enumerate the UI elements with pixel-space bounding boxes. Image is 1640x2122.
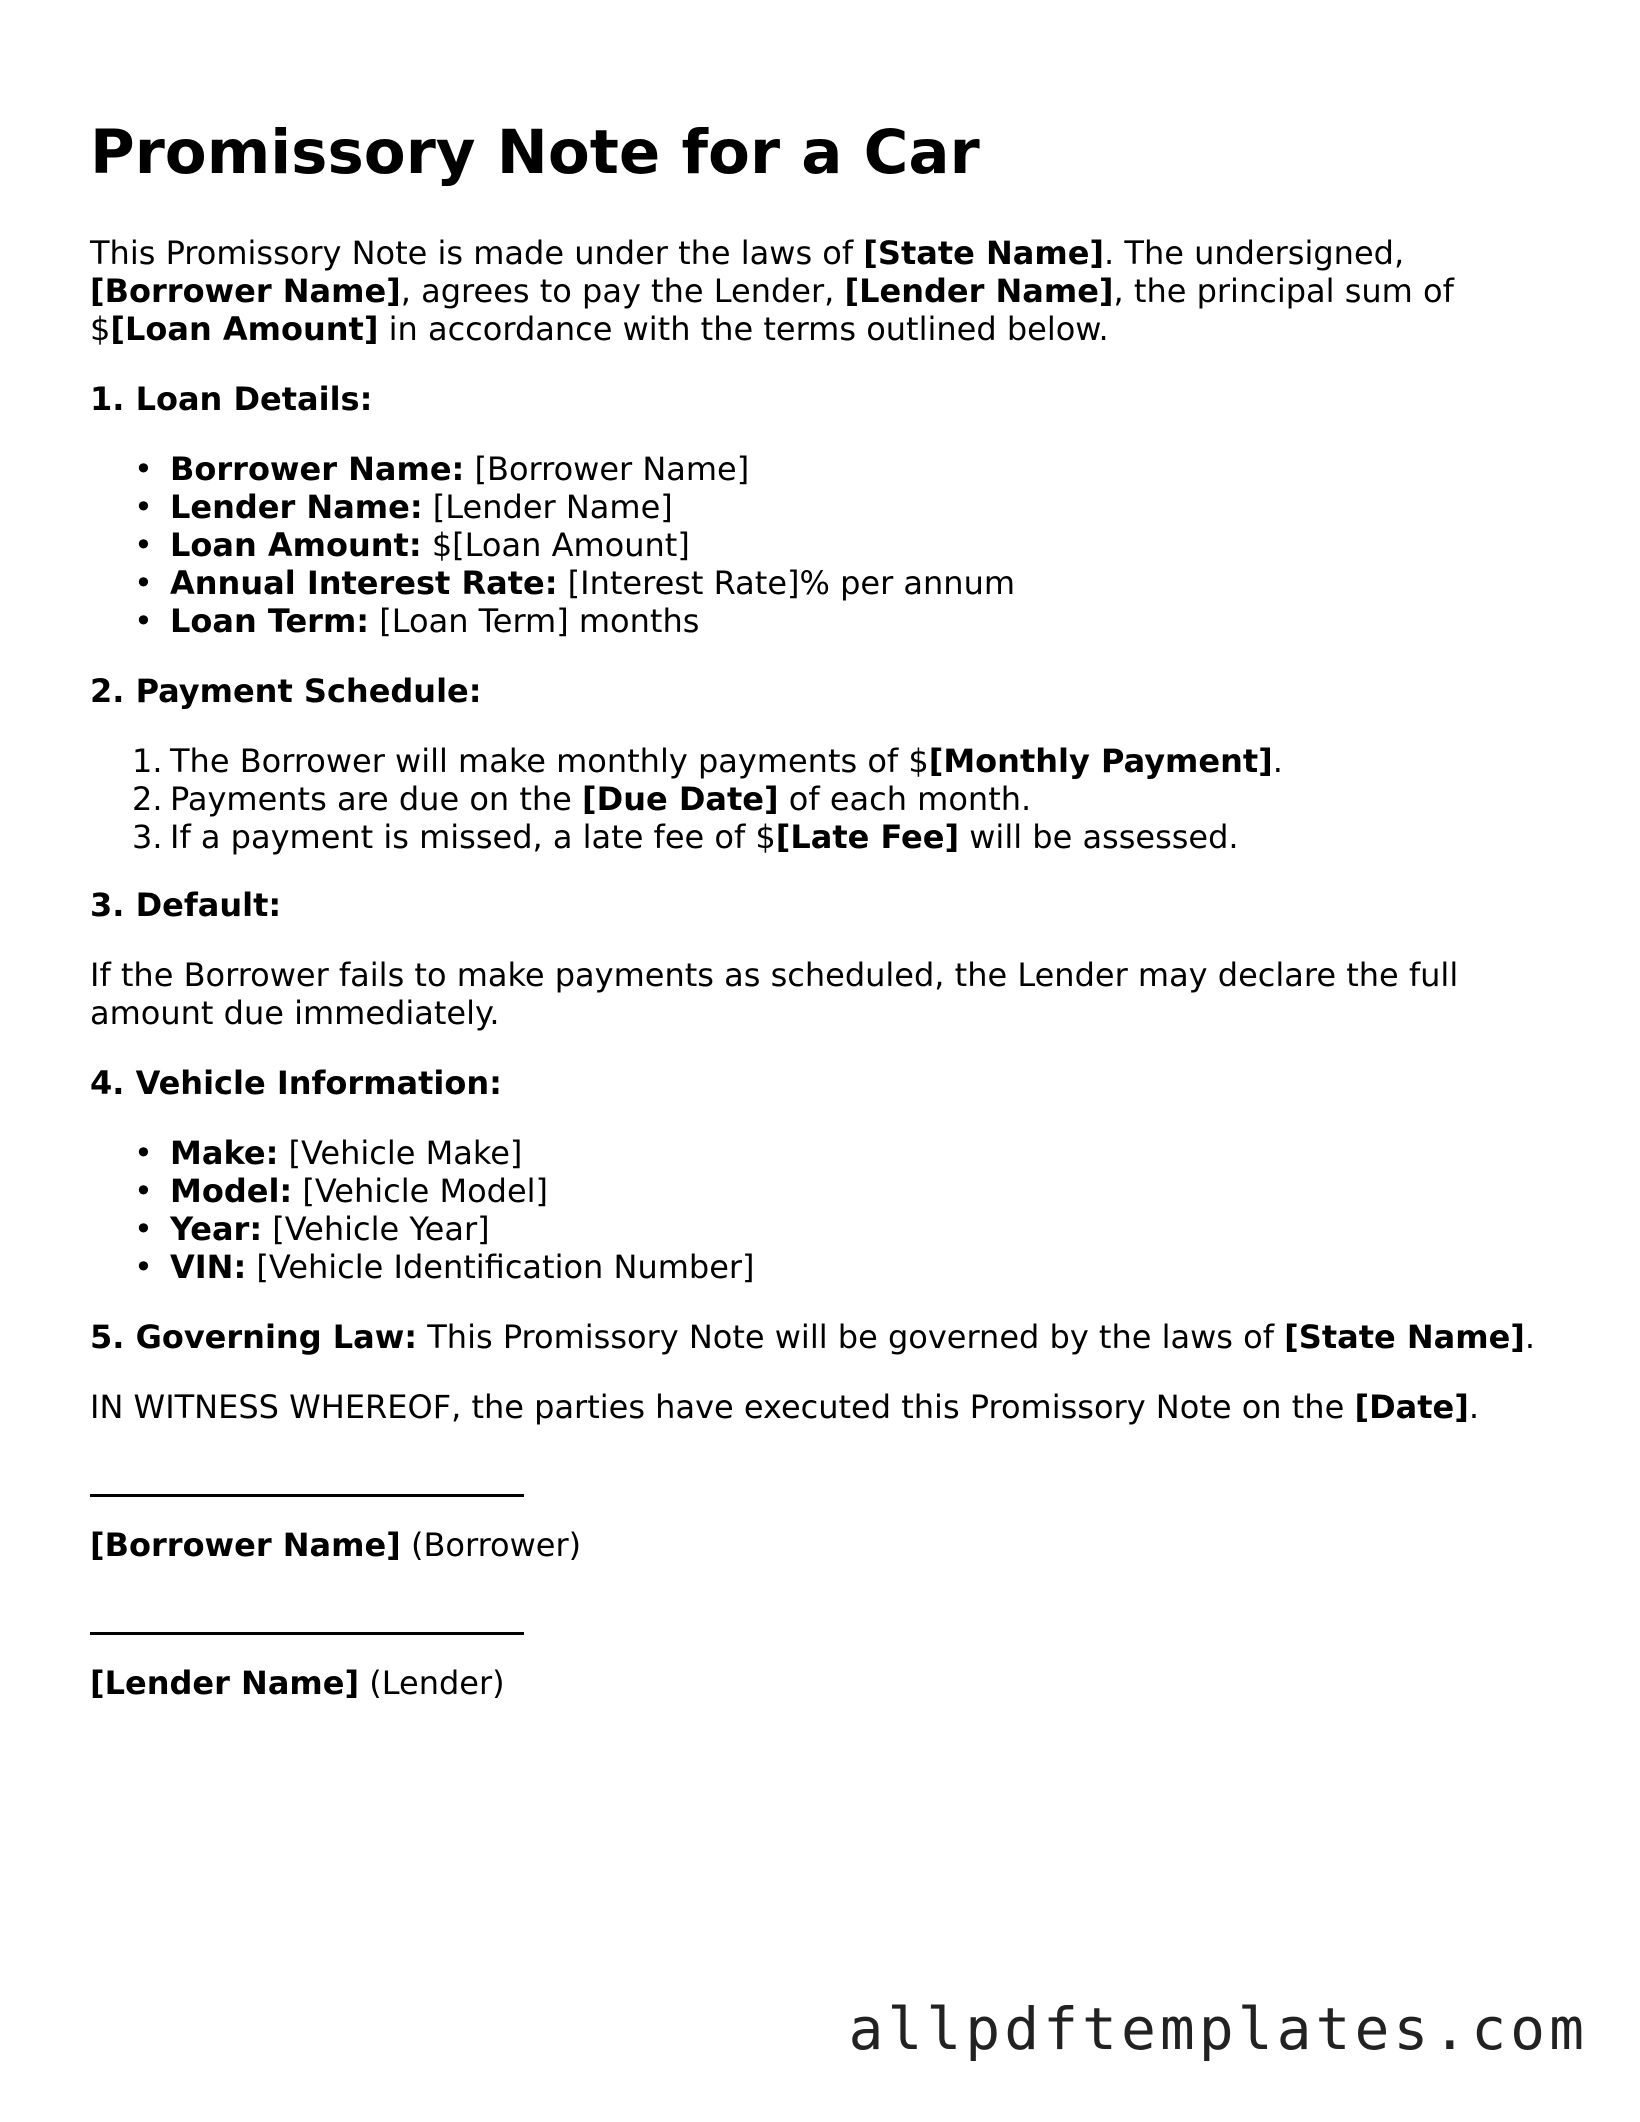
- bullet-marker: •: [134, 488, 153, 526]
- item-text: If a payment is missed, a late fee of $: [170, 818, 776, 856]
- item-text: The Borrower will make monthly payments of $: [170, 742, 929, 780]
- bullet-marker: •: [134, 526, 153, 564]
- loan-details-heading: 1. Loan Details:: [90, 380, 373, 418]
- item-text: of each month.: [778, 780, 1032, 818]
- item-label: Make:: [170, 1134, 279, 1172]
- item-text: .: [1272, 742, 1283, 780]
- monthly-payment-placeholder: [Monthly Payment]: [928, 742, 1273, 780]
- list-item: [90, 1134, 755, 1172]
- intro-text: This Promissory Note is made under the laws of: [90, 234, 864, 272]
- dollar-sign: $: [90, 310, 111, 348]
- punctuation: .: [1468, 1388, 1480, 1426]
- list-item: [90, 564, 1015, 602]
- bullet-marker: •: [134, 602, 153, 640]
- state-name-placeholder: [State Name]: [1284, 1318, 1525, 1356]
- item-value: $[Loan Amount]: [421, 526, 690, 564]
- intro-line-2: [90, 272, 1454, 310]
- date-placeholder: [Date]: [1354, 1388, 1469, 1426]
- intro-line-1: [90, 234, 1404, 272]
- item-value: [Interest Rate]% per annum: [557, 564, 1016, 602]
- punctuation: .: [1524, 1318, 1536, 1356]
- watermark-footer: allpdftemplates.com: [848, 1995, 1588, 2063]
- list-number: 3.: [132, 818, 163, 856]
- witness-text: IN WITNESS WHEREOF, the parties have executed this Promissory Note on the: [90, 1388, 1355, 1426]
- item-label: Lender Name:: [170, 488, 423, 526]
- item-text: Payments are due on the: [170, 780, 583, 818]
- intro-text: in accordance with the terms outlined below.: [378, 310, 1109, 348]
- item-label: Annual Interest Rate:: [170, 564, 558, 602]
- list-item: [90, 742, 1283, 780]
- governing-law-paragraph: [90, 1318, 1535, 1356]
- borrower-name-placeholder: [Borrower Name]: [90, 1526, 401, 1564]
- borrower-name-placeholder: [Borrower Name]: [90, 272, 401, 310]
- list-item: [90, 602, 1015, 640]
- loan-amount-placeholder: [Loan Amount]: [110, 310, 379, 348]
- state-name-placeholder: [State Name]: [863, 234, 1105, 272]
- bullet-marker: •: [134, 564, 153, 602]
- lender-signature-label: [90, 1664, 505, 1702]
- item-value: [Lender Name]: [422, 488, 673, 526]
- lender-signature-line: [90, 1632, 524, 1635]
- list-item: [90, 818, 1283, 856]
- vehicle-info-list: [90, 1134, 755, 1286]
- vehicle-info-heading: 4. Vehicle Information:: [90, 1064, 502, 1102]
- due-date-placeholder: [Due Date]: [582, 780, 779, 818]
- list-number: 2.: [132, 780, 163, 818]
- item-label: Loan Amount:: [170, 526, 422, 564]
- intro-text: , agrees to pay the Lender,: [400, 272, 845, 310]
- list-number: 1.: [132, 742, 163, 780]
- default-text-line-1: If the Borrower fails to make payments as scheduled, the Lender may declare the full: [90, 956, 1459, 994]
- intro-line-3: [90, 310, 1109, 348]
- item-label: Borrower Name:: [170, 450, 465, 488]
- list-item: [90, 1248, 755, 1286]
- lender-role: (Lender): [359, 1664, 505, 1702]
- item-value: [Vehicle Identification Number]: [246, 1248, 755, 1286]
- bullet-marker: •: [134, 1248, 153, 1286]
- lender-name-placeholder: [Lender Name]: [90, 1664, 360, 1702]
- payment-schedule-list: [90, 742, 1283, 856]
- governing-law-heading: 5. Governing Law:: [90, 1318, 418, 1356]
- default-heading: 3. Default:: [90, 886, 282, 924]
- item-label: Loan Term:: [170, 602, 370, 640]
- list-item: [90, 526, 1015, 564]
- item-value: [Vehicle Make]: [278, 1134, 523, 1172]
- item-value: [Vehicle Year]: [262, 1210, 490, 1248]
- loan-details-list: [90, 450, 1015, 640]
- witness-paragraph: [90, 1388, 1479, 1426]
- governing-law-text: This Promissory Note will be governed by the laws of: [417, 1318, 1285, 1356]
- document-title: Promissory Note for a Car: [90, 117, 980, 188]
- list-item: [90, 488, 1015, 526]
- payment-schedule-heading: 2. Payment Schedule:: [90, 672, 482, 710]
- list-item: [90, 1210, 755, 1248]
- borrower-role: (Borrower): [400, 1526, 582, 1564]
- item-label: Year:: [170, 1210, 263, 1248]
- item-text: will be assessed.: [959, 818, 1239, 856]
- bullet-marker: •: [134, 1134, 153, 1172]
- item-label: VIN:: [170, 1248, 247, 1286]
- item-label: Model:: [170, 1172, 293, 1210]
- bullet-marker: •: [134, 1172, 153, 1210]
- list-item: [90, 450, 1015, 488]
- intro-text: . The undersigned,: [1104, 234, 1405, 272]
- late-fee-placeholder: [Late Fee]: [775, 818, 960, 856]
- default-text-line-2: amount due immediately.: [90, 994, 500, 1032]
- lender-name-placeholder: [Lender Name]: [844, 272, 1114, 310]
- borrower-signature-label: [90, 1526, 581, 1564]
- bullet-marker: •: [134, 450, 153, 488]
- item-value: [Vehicle Model]: [292, 1172, 549, 1210]
- item-value: [Borrower Name]: [464, 450, 750, 488]
- list-item: [90, 780, 1283, 818]
- intro-text: , the principal sum of: [1113, 272, 1454, 310]
- bullet-marker: •: [134, 1210, 153, 1248]
- item-value: [Loan Term] months: [369, 602, 700, 640]
- borrower-signature-line: [90, 1494, 524, 1497]
- list-item: [90, 1172, 755, 1210]
